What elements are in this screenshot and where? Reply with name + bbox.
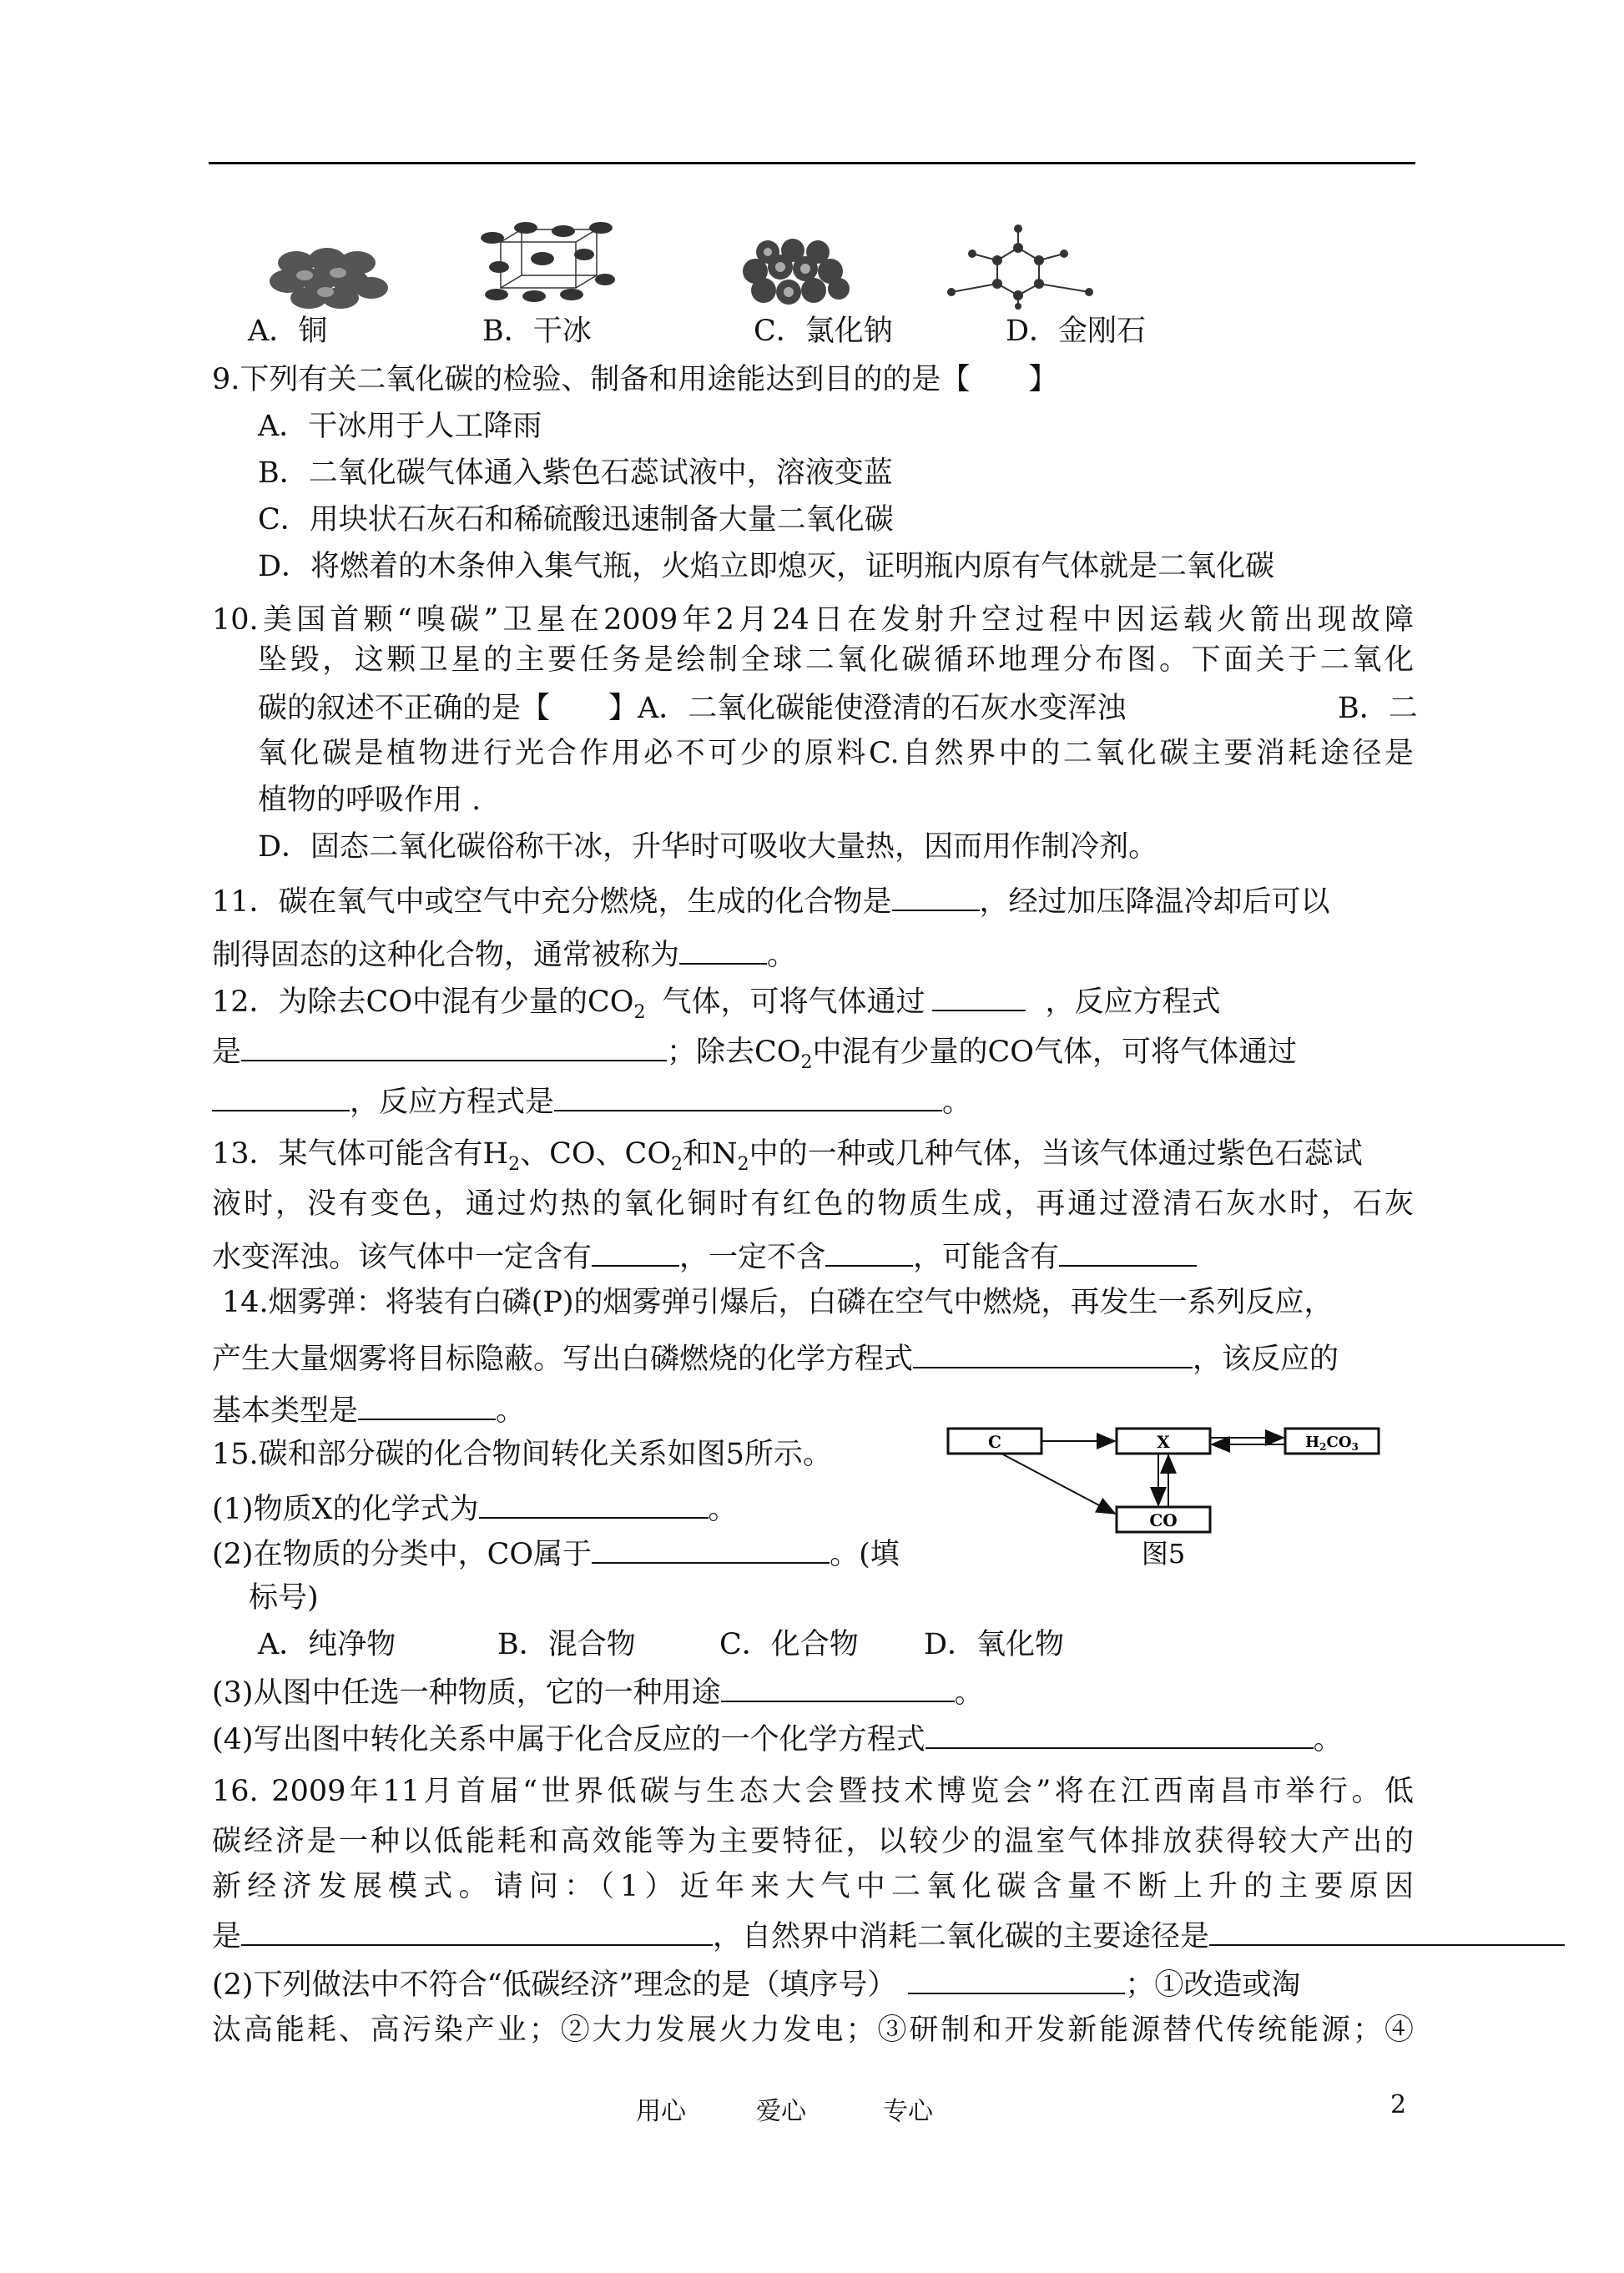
- page-number: 2: [1390, 2090, 1407, 2119]
- q10-line-4: 氧化碳是植物进行光合作用必不可少的原料C.自然界中的二氧化碳主要消耗途径是: [258, 737, 1414, 770]
- q16-text-a: 是: [212, 1920, 242, 1953]
- q10-option-b-start: B．二: [1338, 692, 1418, 725]
- svg-text:X: X: [1157, 1432, 1170, 1452]
- q15-answer-blank-4[interactable]: [925, 1719, 1314, 1749]
- q13-subscript-2: 2: [671, 1154, 683, 1175]
- q8-option-c: C．氯化钠: [754, 315, 893, 348]
- q15-part-2-text: (2)在物质的分类中，CO属于: [212, 1538, 593, 1571]
- q16-line-1: 16. 2009年11月首届“世界低碳与生态大会暨技术博览会”将在江西南昌市举行。低: [212, 1775, 1414, 1808]
- q12-text-e: ；除去CO: [667, 1036, 801, 1069]
- q15-answer-blank-3[interactable]: [721, 1672, 955, 1702]
- q14-line-1: 14.烟雾弹：将装有白磷(P)的烟雾弹引爆后，白磷在空气中燃烧，再发生一系列反应，: [222, 1286, 1334, 1319]
- q14-text-a: 产生大量烟雾将目标隐蔽。写出白磷燃烧的化学方程式: [212, 1343, 914, 1376]
- q12-line-1: [212, 981, 1221, 1021]
- q9-option-d: D．将燃着的木条伸入集气瓶，火焰立即熄灭，证明瓶内原有气体就是二氧化碳: [258, 550, 1275, 583]
- svg-text:C: C: [988, 1432, 1001, 1452]
- q11-answer-blank-2[interactable]: [679, 935, 767, 965]
- dry-ice-structure-image: [476, 221, 618, 313]
- conversion-diagram: [943, 1419, 1394, 1577]
- node-x: [1117, 1429, 1210, 1454]
- copper-structure-image: [267, 238, 392, 313]
- q15-part-1-text: (1)物质X的化学式为: [212, 1493, 479, 1526]
- q16-answer-blank-2[interactable]: [1209, 1916, 1565, 1946]
- q9-option-a: A．干冰用于人工降雨: [258, 410, 542, 443]
- q15-answer-blank-2[interactable]: [592, 1534, 830, 1564]
- q14-line-3: [212, 1390, 525, 1430]
- q12-subscript: 2: [633, 1002, 646, 1023]
- q15-option-a: A．纯净物: [258, 1628, 396, 1661]
- q13-text-c: 和N: [683, 1137, 738, 1171]
- node-co: [1117, 1507, 1210, 1532]
- q13-subscript-3: 2: [737, 1154, 749, 1175]
- node-c: [948, 1429, 1041, 1454]
- node-h2co3: [1285, 1429, 1379, 1454]
- q13-line-3: [212, 1237, 1197, 1277]
- q13-answer-blank-1[interactable]: [592, 1237, 679, 1267]
- q11-text-c: 制得固态的这种化合物，通常被称为: [212, 939, 680, 972]
- q15-part-4: [212, 1719, 1343, 1759]
- q16-line-5: [212, 1964, 1300, 2004]
- q16-answer-blank-3[interactable]: [908, 1964, 1125, 1994]
- q13-subscript-1: 2: [508, 1154, 521, 1175]
- figure-caption: 图5: [1141, 1538, 1186, 1570]
- q10-option-d: D．固态二氧化碳俗称干冰，升华时可吸收大量热，因而用作制冷剂。: [258, 830, 1158, 864]
- q15-part-2: [212, 1534, 900, 1574]
- q15-stem: 15.碳和部分碳的化合物间转化关系如图5所示。: [212, 1438, 832, 1471]
- q10-line-3: 碳的叙述不正确的是【 】A．二氧化碳能使澄清的石灰水变浑浊: [258, 692, 1127, 725]
- q12-text-c: ，反应方程式: [1045, 985, 1221, 1019]
- q14-line-2: [212, 1338, 1339, 1378]
- q13-line-2: 液时，没有变色，通过灼热的氧化铜时有红色的物质生成，再通过澄清石灰水时，石灰: [212, 1187, 1414, 1221]
- q15-part-1-end: 。: [708, 1493, 738, 1526]
- q16-text-b: ，自然界中消耗二氧化碳的主要途径是: [713, 1920, 1210, 1953]
- q11-line-1: [212, 881, 1330, 921]
- diamond-structure-image: [939, 219, 1097, 310]
- q16-line-4: [212, 1916, 1565, 1956]
- q10-line-5: 植物的呼吸作用 .: [258, 784, 482, 817]
- q11-text-d: 。: [767, 939, 797, 972]
- q15-option-d: D．氧化物: [924, 1628, 1065, 1661]
- q12-text-g: ，反应方程式是: [350, 1086, 555, 1119]
- q8-option-d: D．金刚石: [1006, 315, 1147, 348]
- q12-text-b: 气体，可将气体通过: [662, 985, 925, 1019]
- q14-text-d: 。: [496, 1394, 526, 1428]
- q14-answer-blank-2[interactable]: [358, 1390, 496, 1420]
- q16-line-2: 碳经济是一种以低能耗和高效能等为主要特征，以较少的温室气体排放获得较大产出的: [212, 1825, 1414, 1858]
- q12-answer-blank-4[interactable]: [554, 1081, 942, 1111]
- q14-text-c: 基本类型是: [212, 1394, 359, 1428]
- q12-line-3: [212, 1081, 971, 1121]
- arrow-c-to-co: [1001, 1454, 1115, 1514]
- q13-text-f: ，一定不含: [679, 1241, 826, 1274]
- q15-part-2-cont: 标号): [249, 1581, 319, 1615]
- q13-line-1: [212, 1135, 1363, 1173]
- footer-text-3: 专心: [883, 2097, 933, 2126]
- q10-line-2: 坠毁，这颗卫星的主要任务是绘制全球二氧化碳循环地理分布图。下面关于二氧化: [258, 643, 1414, 677]
- q14-answer-blank-1[interactable]: [913, 1338, 1193, 1368]
- q12-answer-blank-2[interactable]: [241, 1031, 667, 1061]
- q15-part-4-end: 。: [1313, 1723, 1343, 1756]
- q11-line-2: [212, 935, 796, 975]
- q16-answer-blank-1[interactable]: [241, 1916, 713, 1946]
- q10-line-1: 10.美国首颗“嗅碳”卫星在2009年2月24日在发射升空过程中因运载火箭出现故障: [212, 603, 1414, 637]
- q12-line-2: [212, 1031, 1297, 1071]
- q13-text-a: 13．某气体可能含有H: [212, 1137, 509, 1171]
- q13-answer-blank-2[interactable]: [825, 1237, 913, 1267]
- q13-answer-blank-3[interactable]: [1059, 1237, 1197, 1267]
- footer-text-2: 爱心: [756, 2097, 806, 2126]
- q14-text-b: ，该反应的: [1193, 1343, 1339, 1376]
- q12-answer-blank-1[interactable]: [932, 981, 1026, 1011]
- q16-text-c: (2)下列做法中不符合“低碳经济”理念的是（填序号）: [212, 1968, 897, 2002]
- q11-answer-blank-1[interactable]: [892, 881, 980, 911]
- q13-text-e: 水变浑浊。该气体中一定含有: [212, 1241, 593, 1274]
- q15-part-3-end: 。: [954, 1676, 984, 1710]
- q15-part-3: [212, 1672, 984, 1712]
- q13-text-b: 、CO、CO: [520, 1137, 672, 1171]
- q15-part-4-text: (4)写出图中转化关系中属于化合反应的一个化学方程式: [212, 1723, 925, 1756]
- q12-subscript-2: 2: [800, 1052, 813, 1073]
- sodium-chloride-structure-image: [734, 234, 860, 313]
- svg-text:CO: CO: [1149, 1510, 1178, 1530]
- q16-text-d: ；①改造或淘: [1125, 1968, 1301, 2002]
- q9-option-c: C．用块状石灰石和稀硫酸迅速制备大量二氧化碳: [258, 503, 894, 537]
- q15-part-1: [212, 1489, 738, 1529]
- q12-text-a: 12．为除去CO中混有少量的CO: [212, 985, 634, 1019]
- q15-part-3-text: (3)从图中任选一种物质，它的一种用途: [212, 1676, 721, 1710]
- q16-line-6: 汰高能耗、高污染产业；②大力发展火力发电；③研制和开发新能源替代传统能源；④: [212, 2013, 1414, 2047]
- q12-answer-blank-3[interactable]: [212, 1081, 350, 1111]
- q12-text-d: 是: [212, 1036, 242, 1069]
- q16-line-3: 新经济发展模式。请问：（1）近年来大气中二氧化碳含量不断上升的主要原因: [212, 1870, 1414, 1903]
- q8-option-b: B．干冰: [482, 315, 592, 348]
- q12-text-h: 。: [942, 1086, 972, 1119]
- header-rule: [209, 162, 1415, 164]
- footer-text-1: 用心: [636, 2097, 686, 2126]
- q12-text-f: 中混有少量的CO气体，可将气体通过: [812, 1036, 1297, 1069]
- q15-part-2-end: 。(填: [830, 1538, 900, 1571]
- q15-option-c: C．化合物: [719, 1628, 859, 1661]
- q11-text-b: ，经过加压降温冷却后可以: [979, 885, 1330, 919]
- svg-text:H2CO3: $H_2CO_3$: [1305, 1434, 1359, 1453]
- q15-option-b: B．混合物: [497, 1628, 636, 1661]
- q11-text-a: 11．碳在氧气中或空气中充分燃烧，生成的化合物是: [212, 885, 892, 919]
- q9-stem: 9.下列有关二氧化碳的检验、制备和用途能达到目的的是【 】: [212, 363, 1058, 396]
- q9-option-b: B．二氧化碳气体通入紫色石蕊试液中，溶液变蓝: [258, 456, 893, 490]
- q13-text-g: ，可能含有: [913, 1241, 1060, 1274]
- q8-option-a: A．铜: [248, 315, 328, 348]
- q15-answer-blank-1[interactable]: [479, 1489, 709, 1519]
- q13-text-d: 中的一种或几种气体，当该气体通过紫色石蕊试: [749, 1137, 1363, 1171]
